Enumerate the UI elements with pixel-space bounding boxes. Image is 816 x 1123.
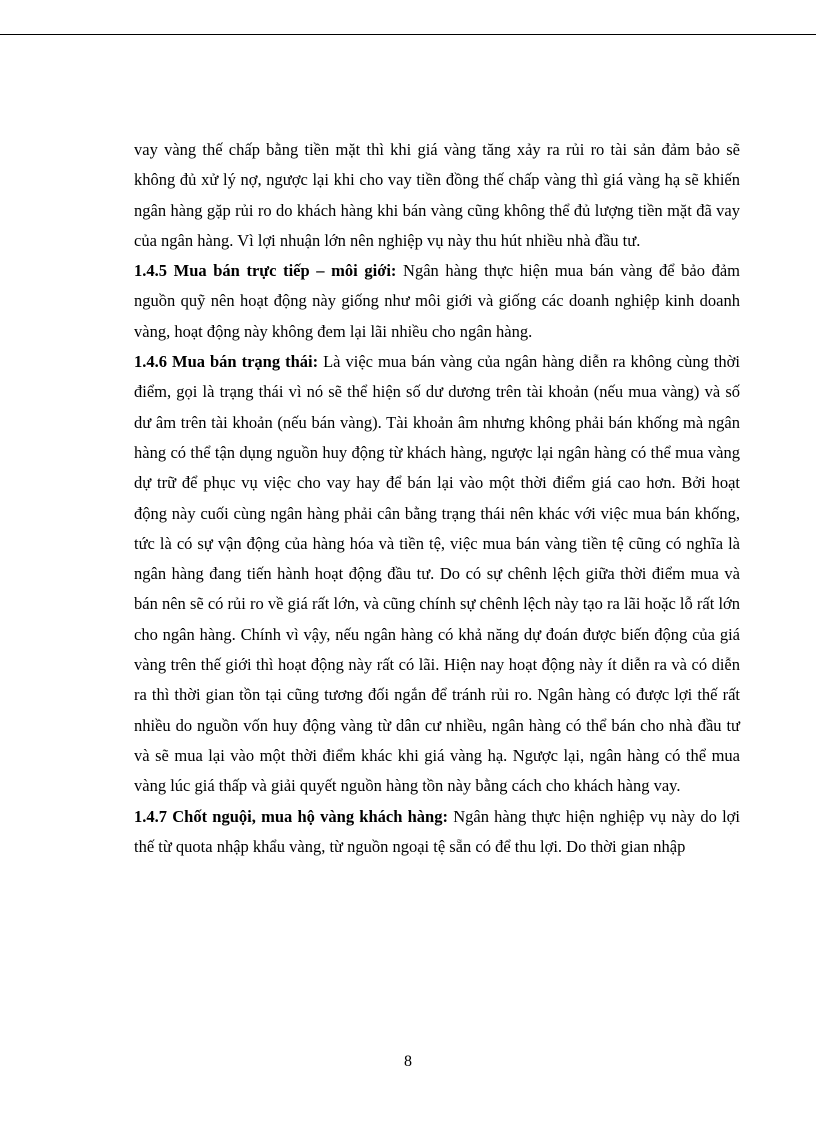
section-heading: 1.4.6 Mua bán trạng thái: (134, 352, 319, 372)
paragraph-text: vay vàng thế chấp bằng tiền mặt thì khi giá vàng tăng xảy ra rủi ro tài sản đảm bảo sẽ không đủ xử lý nợ, ngược lại khi cho vay tiền đồng thế chấp vàng thì giá vàng hạ sẽ khiến ngân hàng gặp rủi ro do khách hàng khi bán vàng cũng không thể đủ lượng tiền mặt đã vay của ngân hàng. Vì lợi nhuận lớn nên nghiệp vụ này thu hút nhiều nhà đầu tư. (134, 140, 740, 250)
header-rule (0, 34, 816, 35)
page-number: 8 (404, 1053, 412, 1070)
section-heading: 1.4.5 Mua bán trực tiếp – môi giới: (134, 261, 397, 281)
section-1-4-5 (134, 256, 740, 347)
section-1-4-7 (134, 802, 740, 863)
paragraph-text: Là việc mua bán vàng của ngân hàng diễn ra không cùng thời điểm, gọi là trạng thái vì nó sẽ thể hiện số dư dương trên tài khoản (nếu mua vàng) và số dư âm trên tài khoản (nếu bán vàng). Tài khoản âm nhưng không phải bán khống mà ngân hàng có thể tận dụng nguồn huy động từ khách hàng, ngược lại ngân hàng có thể mua vàng dự trữ để phục vụ việc cho vay hay để bán lại vào một thời điểm giá cao hơn. Bởi hoạt động này cuối cùng ngân hàng phải cân bằng trạng thái nên khác với việc mua bán khống, tức là có sự vận động của hàng hóa và tiền tệ, việc mua bán vàng tiền tệ cũng có nghĩa là ngân hàng đang tiến hành hoạt động đầu tư. Do có sự chênh lệch giữa thời điểm mua và bán nên sẽ có rủi ro về giá rất lớn, và cũng chính sự chênh lệch này tạo ra lãi hoặc lỗ rất lớn cho ngân hàng. Chính vì vậy, nếu ngân hàng có khả năng dự đoán được biến động của giá vàng trên thế giới thì hoạt động này rất có lãi. Hiện nay hoạt động này ít diễn ra và có diễn ra thì thời gian tồn tại cũng tương đối ngắn để tránh rủi ro. Ngân hàng có được lợi thế rất nhiều do nguồn vốn huy động vàng từ dân cư nhiều, ngân hàng có thể bán cho nhà đầu tư và sẽ mua lại vào một thời điểm khác khi giá vàng hạ. Ngược lại, ngân hàng có thể mua vàng lúc giá thấp và giải quyết nguồn hàng tồn này bằng cách cho khách hàng vay. (134, 352, 740, 796)
section-1-4-6 (134, 347, 740, 801)
paragraph-text: Ngân hàng thực hiện mua bán vàng để bảo đảm nguồn quỹ nên hoạt động này giống như môi giới và giống các doanh nghiệp kinh doanh vàng, hoạt động này không đem lại lãi nhiều cho ngân hàng. (134, 261, 741, 341)
section-heading: 1.4.7 Chốt nguội, mua hộ vàng khách hàng: (134, 806, 448, 826)
paragraph-continuation (134, 135, 740, 256)
document-body (134, 135, 740, 862)
paragraph-text: Ngân hàng thực hiện nghiệp vụ này do lợi thế từ quota nhập khẩu vàng, từ nguồn ngoại tệ sẵn có để thu lợi. Do thời gian nhập (134, 806, 740, 856)
